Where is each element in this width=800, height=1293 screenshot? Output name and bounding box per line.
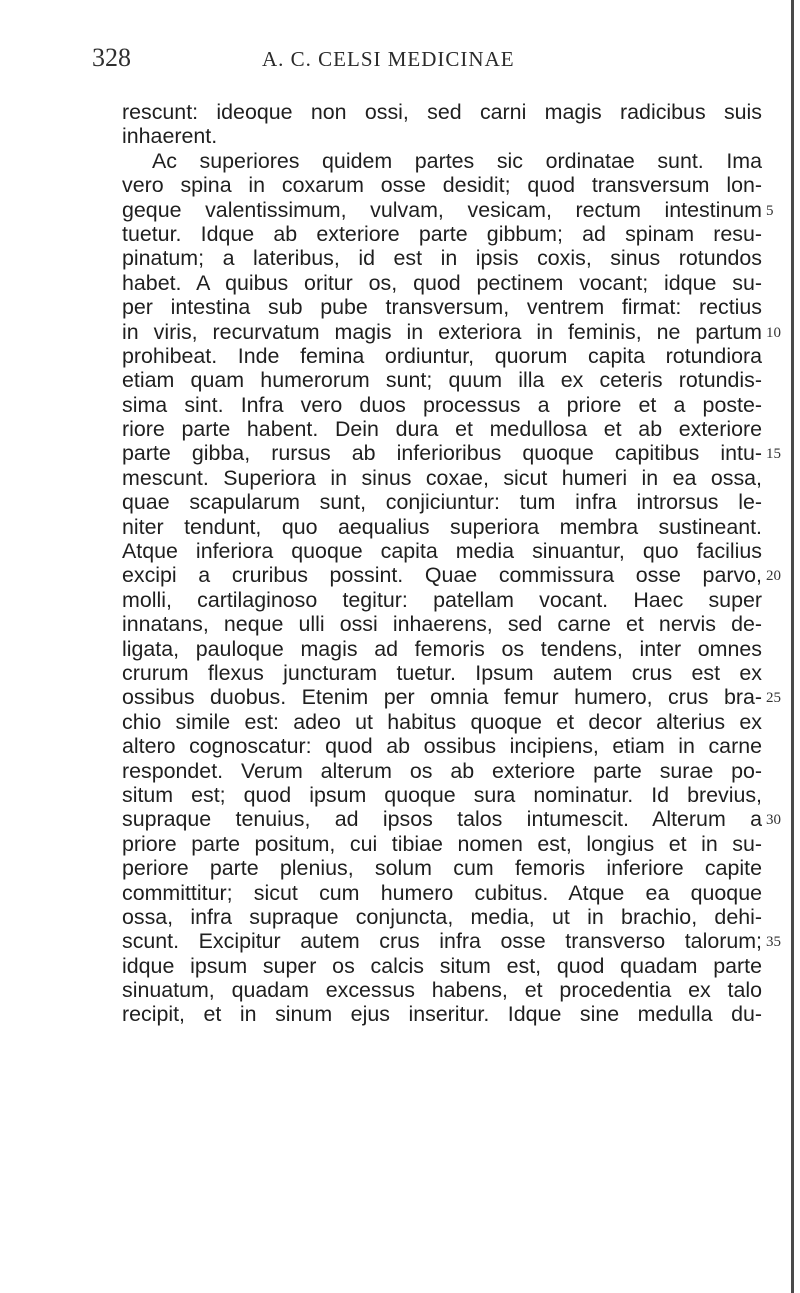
line-number: 25 [766,690,781,707]
text-line [122,856,762,880]
line-number: 5 [766,202,774,219]
line-text: per intestina sub pube transversum, ventrem firmat: rectius [122,295,762,320]
text-line [122,222,762,246]
line-text: ossa, infra supraque conjuncta, media, ut in brachio, dehi- [122,904,762,929]
line-text: supraque tenuius, ad ipsos talos intumescit. Alterum a [122,807,762,832]
text-line [122,368,762,392]
line-text: niter tendunt, quo aequalius superiora membra sustineant. [122,514,762,539]
text-line [122,710,762,734]
text-line [122,295,762,319]
text-line [122,978,762,1002]
text-line [122,271,762,295]
text-line [122,734,762,758]
text-line [122,515,762,539]
text-line [122,905,762,929]
text-line [122,1002,762,1026]
line-text: recipit, et in sinum ejus inseritur. Idque sine medulla du- [122,1002,762,1027]
text-line [122,393,762,417]
text-line [122,563,781,588]
line-text: crurum flexus juncturam tuetur. Ipsum autem crus est ex [122,660,762,685]
line-text: in viris, recurvatum magis in exteriora in feminis, ne partum [122,319,762,344]
text-line [122,441,781,466]
line-text: committitur; sicut cum humero cubitus. Atque ea quoque [122,880,762,905]
line-text: sima sint. Infra vero duos processus a priore et a poste- [122,392,762,417]
line-text: situm est; quod ipsum quoque sura nominatur. Id brevius, [122,782,762,807]
line-text: parte gibba, rursus ab inferioribus quoque capitibus intu- [122,441,762,466]
line-text: ligata, pauloque magis ad femoris os tendens, inter omnes [122,636,762,661]
line-number: 35 [766,934,781,951]
text-line [122,881,762,905]
text-line [122,344,762,368]
text-line [122,246,762,270]
line-text: Atque inferiora quoque capita media sinuantur, quo facilius [122,539,762,564]
line-text: chio simile est: adeo ut habitus quoque et decor alterius ex [122,709,762,734]
page-number: 328 [92,43,131,72]
text-line [122,832,762,856]
text-line [122,759,762,783]
text-line [122,661,762,685]
line-text: excipi a cruribus possint. Quae commissura osse parvo, [122,563,762,588]
text-line [122,954,762,978]
line-text: priore parte positum, cui tibiae nomen est, longius et in su- [122,831,762,856]
line-text: inhaerent. [122,124,218,149]
line-number: 15 [766,446,781,463]
line-text: pinatum; a lateribus, id est in ipsis coxis, sinus rotundos [122,246,762,271]
text-line [122,149,762,173]
line-text: sinuatum, quadam excessus habens, et procedentia ex talo [122,978,762,1003]
line-text: prohibeat. Inde femina ordiuntur, quorum capita rotundiora [122,343,762,368]
line-text: idque ipsum super os calcis situm est, quod quadam parte [122,953,762,978]
line-text: scunt. Excipitur autem crus infra osse transverso talorum; [122,929,762,954]
text-line [122,929,781,954]
line-text: tuetur. Idque ab exteriore parte gibbum; ad spinam resu- [122,221,762,246]
line-text: molli, cartilaginoso tegitur: patellam vocant. Haec super [122,587,762,612]
line-number: 20 [766,568,781,585]
text-line [122,685,781,710]
line-number: 30 [766,812,781,829]
text-line [122,783,762,807]
line-text: quae scapularum sunt, conjiciuntur: tum infra introrsus le- [122,490,762,515]
line-text: etiam quam humerorum sunt; quum illa ex ceteris rotundis- [122,368,762,393]
text-line [122,588,762,612]
line-text: altero cognoscatur: quod ab ossibus incipiens, etiam in carne [122,734,762,759]
line-text: periore parte plenius, solum cum femoris inferiore capite [122,856,762,881]
line-text: habet. A quibus oritur os, quod pectinem vocant; idque su- [122,270,762,295]
line-text: rescunt: ideoque non ossi, sed carni magis radicibus suis [122,100,762,124]
text-line [122,100,762,124]
line-text: innatans, neque ulli ossi inhaerens, sed carne et nervis de- [122,612,762,637]
text-line [122,124,762,148]
text-line [122,612,762,636]
text-line [122,807,781,832]
text-line [122,173,762,197]
line-text: Ac superiores quidem partes sic ordinatae sunt. Ima [152,148,762,173]
line-text: vero spina in coxarum osse desidit; quod transversum lon- [122,173,762,198]
page-header [0,43,800,83]
line-text: mescunt. Superiora in sinus coxae, sicut humeri in ea ossa, [122,465,762,490]
line-text: ossibus duobus. Etenim per omnia femur humero, crus bra- [122,685,762,710]
body-text [122,100,781,1027]
text-line [122,490,762,514]
line-number: 10 [766,324,781,341]
line-text: geque valentissimum, vulvam, vesicam, rectum intestinum [122,197,762,222]
text-line [122,539,762,563]
text-line [122,466,762,490]
running-head: A. C. CELSI MEDICINAE [262,47,515,71]
line-text: respondet. Verum alterum os ab exteriore parte surae po- [122,758,762,783]
page-edge-line [791,0,794,1293]
text-line [122,319,781,344]
text-line [122,417,762,441]
text-line [122,197,774,222]
text-line [122,637,762,661]
line-text: riore parte habent. Dein dura et medullosa et ab exteriore [122,417,762,442]
